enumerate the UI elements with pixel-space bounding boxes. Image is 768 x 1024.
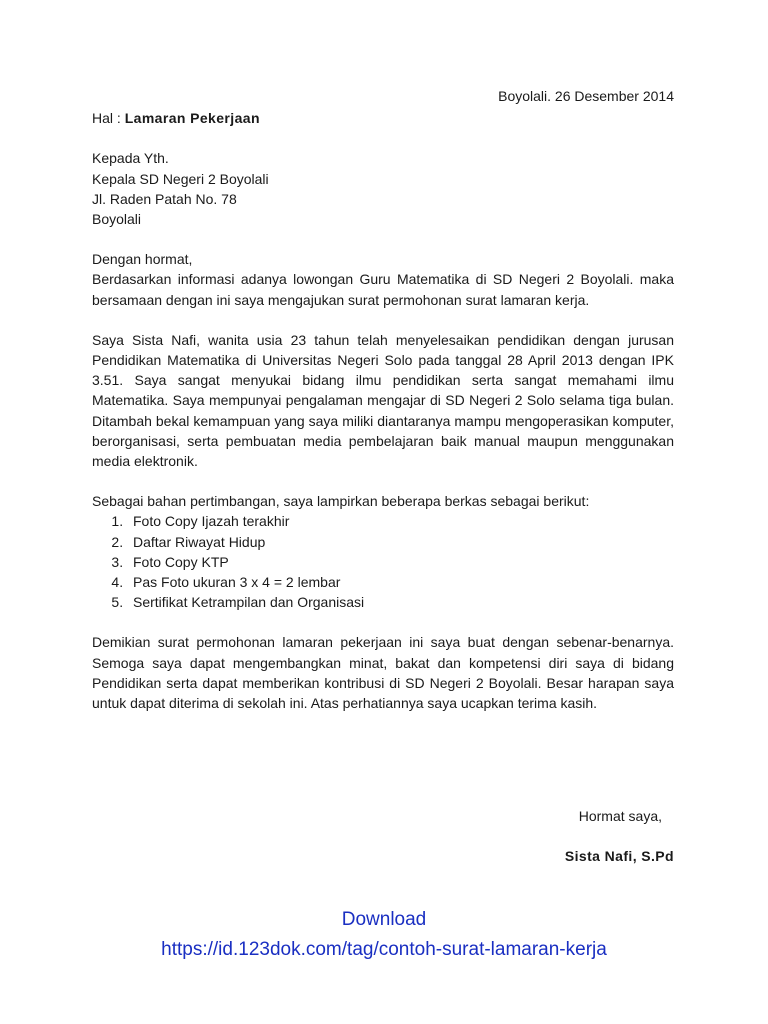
attachment-item: 4. Pas Foto ukuran 3 x 4 = 2 lembar: [127, 572, 674, 592]
closing-salutation: Hormat saya,: [578, 808, 662, 824]
paragraph-profile: Saya Sista Nafi, wanita usia 23 tahun telah menyelesaikan pendidikan dengan jurusan Pendidikan Matematika di Universitas Negeri Solo pada tanggal 28 April 2013 dengan IPK 3.51. Saya sangat menyukai bidang ilmu pendidikan serta sangat memahami ilmu Matematika. Saya mempunyai pengalaman mengajar di SD Negeri 2 Solo selama tiga bulan. Ditambah bekal kemampuan yang saya miliki diantaranya mampu mengoperasikan komputer, berorganisasi, serta pembuatan media pembelajaran baik manual maupun menggunakan media elektronik.: [92, 331, 674, 470]
letter-body: [92, 86, 674, 713]
recipient-line-2: Kepala SD Negeri 2 Boyolali: [92, 170, 269, 187]
attachment-item: 2. Daftar Riwayat Hidup: [127, 532, 674, 552]
letter-subject: [92, 108, 674, 128]
greeting-block: [92, 249, 674, 310]
download-url-link[interactable]: https://id.123dok.com/tag/contoh-surat-lamaran-kerja: [161, 939, 607, 960]
attachment-item: 5. Sertifikat Ketrampilan dan Organisasi: [127, 592, 674, 612]
attachment-item: 3. Foto Copy KTP: [127, 552, 674, 572]
paragraph-attachments-intro: Sebagai bahan pertimbangan, saya lampirkan beberapa berkas sebagai berikut:: [92, 493, 590, 510]
recipient-block: [92, 148, 674, 229]
attachments-list: [92, 511, 674, 612]
signer-name: Sista Nafi, S.Pd: [564, 848, 674, 864]
download-link[interactable]: Download: [341, 909, 427, 930]
download-footer: [0, 905, 768, 965]
greeting: Dengan hormat,: [92, 251, 193, 268]
recipient-line-1: Kepada Yth.: [92, 150, 169, 167]
paragraph-intro: Berdasarkan informasi adanya lowongan Guru Matematika di SD Negeri 2 Boyolali. maka bersamaan dengan ini saya mengajukan surat permohonan surat lamaran kerja.: [92, 271, 674, 308]
attachments-block: [92, 491, 674, 612]
subject-label: Hal :: [92, 110, 125, 127]
letter-date: Boyolali. 26 Desember 2014: [498, 88, 674, 104]
recipient-line-3: Jl. Raden Patah No. 78: [92, 190, 237, 207]
paragraph-closing: Demikian surat permohonan lamaran pekerjaan ini saya buat dengan sebenar-benarnya. Semoga saya dapat mengembangkan minat, bakat dan kompetensi diri saya di bidang Pendidikan serta dapat memberikan kontribusi di SD Negeri 2 Boyolali. Besar harapan saya untuk dapat diterima di sekolah ini. Atas perhatiannya saya ucapkan terima kasih.: [92, 634, 674, 712]
subject-value: Lamaran Pekerjaan: [124, 110, 260, 127]
recipient-line-4: Boyolali: [92, 211, 142, 228]
attachment-item: 1. Foto Copy Ijazah terakhir: [127, 511, 674, 531]
